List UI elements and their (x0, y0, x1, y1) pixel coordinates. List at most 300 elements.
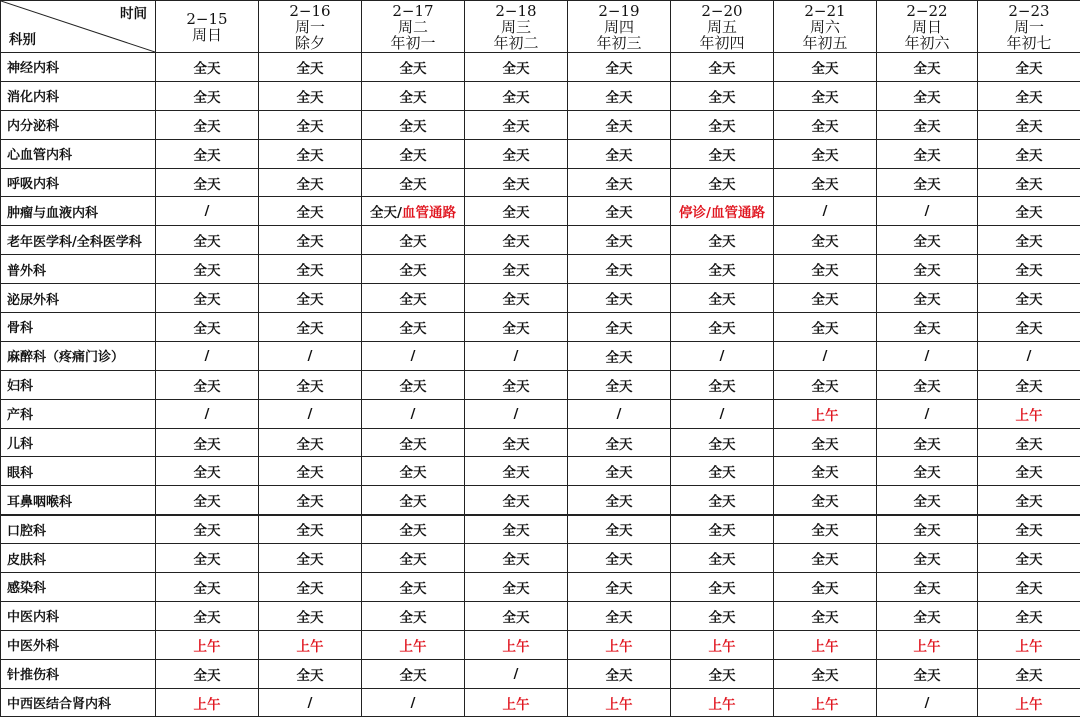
schedule-cell (259, 630, 362, 659)
schedule-text: 全天 (812, 61, 839, 77)
schedule-cell (259, 601, 362, 630)
schedule-cell (877, 284, 978, 313)
schedule-text: 全天 (1016, 234, 1043, 250)
schedule-text: 全天 (400, 148, 427, 164)
schedule-cell (978, 110, 1080, 139)
schedule-cell (568, 139, 671, 168)
schedule-cell (156, 601, 259, 630)
schedule-cell (156, 341, 259, 370)
schedule-text: 全天 (709, 90, 736, 106)
schedule-cell (465, 255, 568, 284)
schedule-text: 全天 (812, 494, 839, 510)
schedule-cell (978, 601, 1080, 630)
schedule-cell (362, 197, 465, 226)
header-day-1 (259, 1, 362, 53)
schedule-cell (671, 255, 774, 284)
department-name: 骨科 (1, 313, 156, 342)
schedule-text: / (411, 348, 416, 364)
schedule-text: 全天 (194, 148, 221, 164)
schedule-text: 全天 (914, 581, 941, 597)
table-row (1, 428, 1080, 457)
schedule-text: 全天 (400, 523, 427, 539)
department-name: 皮肤科 (1, 544, 156, 573)
schedule-text: 全天 (709, 148, 736, 164)
schedule-cell (978, 399, 1080, 428)
header-weekday: 周二 (362, 19, 464, 35)
schedule-cell (877, 630, 978, 659)
schedule-text: 全天 (1016, 465, 1043, 481)
schedule-cell (671, 81, 774, 110)
schedule-text: 全天 (297, 263, 324, 279)
schedule-text: 全天 (606, 552, 633, 568)
schedule-cell (877, 486, 978, 515)
schedule-text: 全天 (503, 234, 530, 250)
schedule-cell (362, 601, 465, 630)
schedule-cell (774, 486, 877, 515)
schedule-cell (362, 139, 465, 168)
schedule-cell (671, 659, 774, 688)
schedule-text: 全天 (606, 610, 633, 626)
schedule-cell (362, 341, 465, 370)
schedule-text: 全天 (400, 610, 427, 626)
schedule-cell (156, 226, 259, 255)
schedule-cell (671, 457, 774, 486)
schedule-text: 全天 (914, 234, 941, 250)
table-row (1, 81, 1080, 110)
schedule-text: 全天 (812, 321, 839, 337)
schedule-text: 全天 (709, 437, 736, 453)
schedule-text: 全天 (606, 119, 633, 135)
schedule-cell (156, 197, 259, 226)
schedule-cell (465, 53, 568, 82)
schedule-cell (156, 370, 259, 399)
schedule-cell (877, 255, 978, 284)
header-date: 2−16 (259, 3, 361, 19)
schedule-cell (259, 168, 362, 197)
schedule-cell (877, 601, 978, 630)
schedule-cell (362, 688, 465, 717)
schedule-text: / (411, 695, 416, 711)
schedule-text: 全天 (503, 263, 530, 279)
schedule-cell (259, 284, 362, 313)
table-row (1, 515, 1080, 544)
schedule-text: 上午 (1016, 639, 1043, 655)
schedule-text: 全天 (297, 177, 324, 193)
schedule-text: 全天 (914, 321, 941, 337)
department-name: 神经内科 (1, 53, 156, 82)
schedule-cell (259, 486, 362, 515)
schedule-text: 全天 (914, 263, 941, 279)
schedule-text: 全天 (606, 263, 633, 279)
schedule-text: 全天 (297, 465, 324, 481)
schedule-text: / (205, 406, 210, 422)
schedule-cell (568, 573, 671, 602)
schedule-text: 全天 (297, 205, 324, 221)
schedule-text: 血管通路 (402, 205, 456, 221)
schedule-text: 全天 (914, 465, 941, 481)
schedule-cell (774, 226, 877, 255)
schedule-cell (259, 139, 362, 168)
schedule-cell (877, 457, 978, 486)
department-name: 妇科 (1, 370, 156, 399)
schedule-text: 全天 (194, 379, 221, 395)
schedule-text: 全天 (297, 552, 324, 568)
schedule-cell (774, 313, 877, 342)
schedule-text: 全天 (709, 494, 736, 510)
department-name: 眼科 (1, 457, 156, 486)
schedule-text: 全天 (1016, 119, 1043, 135)
schedule-text: 全天 (914, 61, 941, 77)
schedule-cell (156, 110, 259, 139)
header-day-8 (978, 1, 1080, 53)
schedule-cell (568, 428, 671, 457)
schedule-text: 全天 (194, 581, 221, 597)
schedule-cell (774, 601, 877, 630)
schedule-text: 全天 (194, 610, 221, 626)
schedule-text: / (205, 203, 210, 219)
schedule-cell (362, 370, 465, 399)
schedule-text: 全天 (194, 90, 221, 106)
schedule-cell (156, 486, 259, 515)
schedule-cell (671, 197, 774, 226)
schedule-text: 全天 (709, 263, 736, 279)
schedule-text: / (925, 203, 930, 219)
schedule-text: 全天 (503, 61, 530, 77)
schedule-text: 全天 (812, 610, 839, 626)
schedule-text: 全天 (297, 90, 324, 106)
header-date: 2−15 (156, 11, 258, 27)
schedule-cell (362, 630, 465, 659)
department-name: 儿科 (1, 428, 156, 457)
schedule-text: 全天 (503, 119, 530, 135)
schedule-text: 全天 (914, 90, 941, 106)
schedule-text: 上午 (194, 697, 221, 713)
schedule-cell (671, 601, 774, 630)
schedule-text: 全天 (812, 263, 839, 279)
schedule-text: 全天 (400, 61, 427, 77)
schedule-cell (978, 573, 1080, 602)
schedule-cell (877, 659, 978, 688)
schedule-cell (156, 457, 259, 486)
schedule-text: / (823, 348, 828, 364)
schedule-text: 全天 (812, 90, 839, 106)
department-name: 内分泌科 (1, 110, 156, 139)
schedule-cell (877, 139, 978, 168)
header-weekday: 周一 (259, 19, 361, 35)
table-row (1, 370, 1080, 399)
header-day-6 (774, 1, 877, 53)
schedule-text: 全天 (400, 379, 427, 395)
header-date: 2−17 (362, 3, 464, 19)
schedule-cell (568, 226, 671, 255)
schedule-cell (877, 197, 978, 226)
header-lunar: 年初二 (465, 35, 567, 51)
schedule-cell (465, 284, 568, 313)
schedule-cell (671, 399, 774, 428)
header-date: 2−22 (877, 3, 977, 19)
schedule-cell (568, 399, 671, 428)
schedule-cell (671, 370, 774, 399)
schedule-text: 全天 (400, 177, 427, 193)
table-row (1, 399, 1080, 428)
department-name: 中西医结合肾内科 (1, 688, 156, 717)
schedule-cell (465, 688, 568, 717)
schedule-cell (671, 515, 774, 544)
schedule-cell (568, 81, 671, 110)
header-day-5 (671, 1, 774, 53)
schedule-text: 全天 (194, 234, 221, 250)
schedule-cell (259, 197, 362, 226)
schedule-cell (671, 341, 774, 370)
schedule-text: 全天 (914, 437, 941, 453)
schedule-cell (465, 341, 568, 370)
schedule-cell (774, 399, 877, 428)
department-name: 老年医学科/全科医学科 (1, 226, 156, 255)
schedule-text: 上午 (709, 639, 736, 655)
schedule-text: 全天 (914, 292, 941, 308)
header-lunar: 年初四 (671, 35, 773, 51)
schedule-cell (978, 139, 1080, 168)
schedule-text: 全天 (297, 292, 324, 308)
header-day-0 (156, 1, 259, 53)
schedule-cell (156, 399, 259, 428)
schedule-cell (671, 168, 774, 197)
schedule-text: / (1027, 348, 1032, 364)
schedule-cell (671, 226, 774, 255)
schedule-cell (156, 81, 259, 110)
schedule-text: 全天 (297, 581, 324, 597)
schedule-cell (774, 139, 877, 168)
schedule-text: 全天 (1016, 61, 1043, 77)
schedule-text: 全天 (503, 90, 530, 106)
header-weekday: 周五 (671, 19, 773, 35)
schedule-cell (877, 573, 978, 602)
schedule-cell (568, 544, 671, 573)
schedule-text: 全天 (1016, 148, 1043, 164)
schedule-cell (568, 255, 671, 284)
schedule-cell (362, 457, 465, 486)
schedule-text: 全天 (709, 668, 736, 684)
schedule-text: 全天 (194, 177, 221, 193)
schedule-text: 全天 (812, 379, 839, 395)
schedule-cell (156, 284, 259, 313)
schedule-cell (465, 486, 568, 515)
schedule-cell (774, 659, 877, 688)
schedule-cell (774, 255, 877, 284)
schedule-text: 全天 (297, 668, 324, 684)
schedule-text: 全天 (709, 581, 736, 597)
schedule-text: 全天 (812, 552, 839, 568)
schedule-cell (362, 573, 465, 602)
department-name: 麻醉科（疼痛门诊） (1, 341, 156, 370)
schedule-text: 全天 (914, 523, 941, 539)
schedule-cell (362, 486, 465, 515)
schedule-text: / (411, 406, 416, 422)
schedule-text: 全天 (709, 234, 736, 250)
schedule-text: 全天 (400, 581, 427, 597)
table-row (1, 226, 1080, 255)
schedule-cell (465, 428, 568, 457)
schedule-text: 全天 (503, 610, 530, 626)
schedule-cell (259, 110, 362, 139)
schedule-text: 全天 (400, 437, 427, 453)
header-lunar: 年初一 (362, 35, 464, 51)
schedule-text: 全天 (606, 234, 633, 250)
header-row (1, 1, 1080, 53)
schedule-cell (156, 515, 259, 544)
schedule-cell (362, 110, 465, 139)
schedule-cell (259, 544, 362, 573)
schedule-cell (774, 168, 877, 197)
header-date: 2−18 (465, 3, 567, 19)
table-row (1, 255, 1080, 284)
schedule-cell (465, 601, 568, 630)
table-row (1, 486, 1080, 515)
schedule-cell (259, 515, 362, 544)
schedule-cell (259, 688, 362, 717)
department-name: 呼吸内科 (1, 168, 156, 197)
schedule-text: 全天 (1016, 263, 1043, 279)
schedule-text: 全天 (709, 610, 736, 626)
schedule-cell (671, 630, 774, 659)
schedule-cell (362, 168, 465, 197)
schedule-text: 全天 (606, 379, 633, 395)
header-day-2 (362, 1, 465, 53)
schedule-text: 全天 (709, 552, 736, 568)
header-day-7 (877, 1, 978, 53)
schedule-cell (774, 53, 877, 82)
table-row (1, 573, 1080, 602)
schedule-cell (362, 544, 465, 573)
header-date: 2−23 (978, 3, 1080, 19)
schedule-text: 全天 (606, 61, 633, 77)
schedule-text: 全天 (194, 263, 221, 279)
schedule-cell (568, 197, 671, 226)
schedule-cell (978, 688, 1080, 717)
schedule-cell (568, 370, 671, 399)
schedule-cell (774, 457, 877, 486)
schedule-text: 全天 (812, 581, 839, 597)
schedule-text: 全天 (400, 263, 427, 279)
schedule-cell (362, 226, 465, 255)
schedule-text: / (925, 695, 930, 711)
schedule-cell (774, 81, 877, 110)
header-lunar: 年初三 (568, 35, 670, 51)
schedule-text: 全天 (503, 494, 530, 510)
schedule-text: 全天 (1016, 379, 1043, 395)
table-row (1, 313, 1080, 342)
schedule-cell (465, 168, 568, 197)
department-name: 中医外科 (1, 630, 156, 659)
schedule-text: / (308, 695, 313, 711)
schedule-cell (877, 515, 978, 544)
schedule-text: 全天 (194, 523, 221, 539)
schedule-cell (568, 659, 671, 688)
schedule-text: / (823, 203, 828, 219)
schedule-text: 全天 (606, 668, 633, 684)
schedule-cell (774, 688, 877, 717)
schedule-text: 全天 (400, 119, 427, 135)
schedule-cell (774, 515, 877, 544)
schedule-cell (465, 573, 568, 602)
schedule-text: / (925, 348, 930, 364)
schedule-text: 上午 (194, 639, 221, 655)
schedule-text: / (514, 348, 519, 364)
schedule-cell (362, 313, 465, 342)
schedule-text: 全天 (914, 148, 941, 164)
schedule-cell (978, 168, 1080, 197)
schedule-cell (978, 486, 1080, 515)
schedule-cell (774, 428, 877, 457)
schedule-cell (568, 168, 671, 197)
schedule-text: 全天 (194, 437, 221, 453)
schedule-cell (465, 515, 568, 544)
schedule-cell (465, 81, 568, 110)
header-lunar: 年初六 (877, 35, 977, 51)
department-name: 口腔科 (1, 515, 156, 544)
schedule-text: 上午 (812, 639, 839, 655)
schedule-cell (259, 573, 362, 602)
schedule-text: 全天 (812, 234, 839, 250)
schedule-cell (978, 81, 1080, 110)
schedule-cell (978, 53, 1080, 82)
schedule-cell (362, 659, 465, 688)
schedule-text: 全天 (503, 523, 530, 539)
department-name: 产科 (1, 399, 156, 428)
schedule-cell (978, 341, 1080, 370)
schedule-text: 全天 (297, 234, 324, 250)
header-weekday: 周一 (978, 19, 1080, 35)
schedule-cell (259, 313, 362, 342)
schedule-text: 全天 (194, 292, 221, 308)
schedule-text: 全天 (606, 292, 633, 308)
schedule-cell (671, 428, 774, 457)
schedule-text: 全天 (297, 61, 324, 77)
schedule-cell (671, 573, 774, 602)
schedule-cell (156, 688, 259, 717)
schedule-cell (156, 313, 259, 342)
corner-label-department: 科别 (9, 32, 36, 48)
schedule-text: 上午 (400, 639, 427, 655)
schedule-text: 全天 (503, 552, 530, 568)
schedule-text: 全天 (812, 119, 839, 135)
schedule-text: / (617, 406, 622, 422)
schedule-cell (362, 255, 465, 284)
schedule-cell (774, 630, 877, 659)
schedule-cell (362, 428, 465, 457)
schedule-text: 全天 (709, 292, 736, 308)
department-name: 泌尿外科 (1, 284, 156, 313)
schedule-text: 全天 (1016, 610, 1043, 626)
schedule-cell (568, 630, 671, 659)
schedule-cell (978, 659, 1080, 688)
department-name: 消化内科 (1, 81, 156, 110)
schedule-cell (362, 284, 465, 313)
schedule-text: 全天 (606, 321, 633, 337)
schedule-text: 全天 (297, 437, 324, 453)
schedule-cell (259, 399, 362, 428)
schedule-cell (156, 139, 259, 168)
schedule-text: 上午 (1016, 697, 1043, 713)
schedule-cell (671, 139, 774, 168)
header-date: 2−19 (568, 3, 670, 19)
table-row (1, 197, 1080, 226)
table-row (1, 601, 1080, 630)
schedule-text: 全天 (914, 379, 941, 395)
table-row (1, 659, 1080, 688)
schedule-text: 全天/ (370, 205, 402, 221)
header-weekday: 周三 (465, 19, 567, 35)
